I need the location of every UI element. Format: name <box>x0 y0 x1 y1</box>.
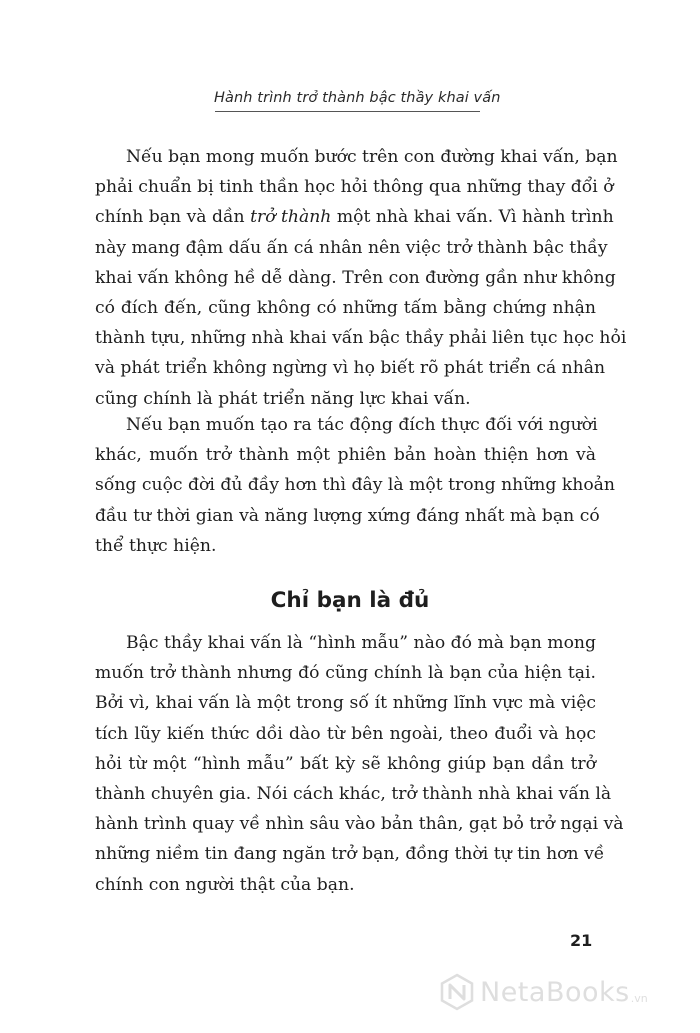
paragraph-line: thể thực hiện. <box>95 535 217 556</box>
line-text: một nhà khai vấn. Vì hành trình <box>331 207 614 228</box>
paragraph-line: Nếu bạn mong muốn bước trên con đường khai vấn, bạn <box>126 147 618 167</box>
paragraph-line: thành tựu, những nhà khai vấn bậc thầy phải liên tục học hỏi <box>95 328 627 349</box>
page-number: 21 <box>570 931 593 950</box>
paragraph-line: khác, muốn trở thành một phiên bản hoàn thiện hơn và <box>95 445 596 466</box>
watermark <box>438 972 700 1012</box>
paragraph-line: Bậc thầy khai vấn là “hình mẫu” nào đó mà bạn mong <box>126 633 596 653</box>
paragraph-line: chính con người thật của bạn. <box>95 874 355 895</box>
paragraph-line: những niềm tin đang ngăn trở bạn, đồng thời tự tin hơn về <box>95 844 605 865</box>
italic-emphasis: trở thành <box>250 207 332 228</box>
watermark-suffix: .vn <box>630 991 648 1005</box>
paragraph-line: đầu tư thời gian và năng lượng xứng đáng nhất mà bạn có <box>95 505 600 526</box>
line-text: chính bạn và dần <box>95 207 251 228</box>
netabooks-logo-icon <box>438 973 476 1011</box>
paragraph-line <box>95 202 614 232</box>
header-rule <box>215 111 480 112</box>
paragraph-line: cũng chính là phát triển năng lực khai vấn. <box>95 388 471 409</box>
paragraph-2 <box>95 410 615 561</box>
paragraph-1 <box>95 142 627 414</box>
paragraph-line: sống cuộc đời đủ đầy hơn thì đây là một trong những khoản <box>95 475 615 496</box>
paragraph-line: phải chuẩn bị tinh thần học hỏi thông qua những thay đổi ở <box>95 177 614 198</box>
paragraph-line: Bởi vì, khai vấn là một trong số ít những lĩnh vực mà việc <box>95 693 596 714</box>
watermark-brand: NetaBooks <box>480 976 630 1008</box>
paragraph-3 <box>95 628 624 900</box>
paragraph-line: thành chuyên gia. Nói cách khác, trở thành nhà khai vấn là <box>95 784 612 805</box>
paragraph-line: và phát triển không ngừng vì họ biết rõ phát triển cá nhân <box>95 358 606 379</box>
paragraph-line: này mang đậm dấu ấn cá nhân nên việc trở thành bậc thầy <box>95 237 608 258</box>
paragraph-line: hành trình quay về nhìn sâu vào bản thân, gạt bỏ trở ngại và <box>95 814 624 835</box>
section-heading: Chỉ bạn là đủ <box>270 588 430 613</box>
paragraph-line: Nếu bạn muốn tạo ra tác động đích thực đối với người <box>126 415 598 435</box>
paragraph-line: khai vấn không hề dễ dàng. Trên con đường gần như không <box>95 267 616 288</box>
paragraph-line: tích lũy kiến thức dồi dào từ bên ngoài, theo đuổi và học <box>95 723 596 744</box>
running-header-title: Hành trình trở thành bậc thầy khai vấn <box>214 90 501 106</box>
paragraph-line: có đích đến, cũng không có những tấm bằng chứng nhận <box>95 298 596 319</box>
paragraph-line: muốn trở thành nhưng đó cũng chính là bạn của hiện tại. <box>95 663 596 684</box>
paragraph-line: hỏi từ một “hình mẫu” bất kỳ sẽ không giúp bạn dần trở <box>95 753 596 774</box>
